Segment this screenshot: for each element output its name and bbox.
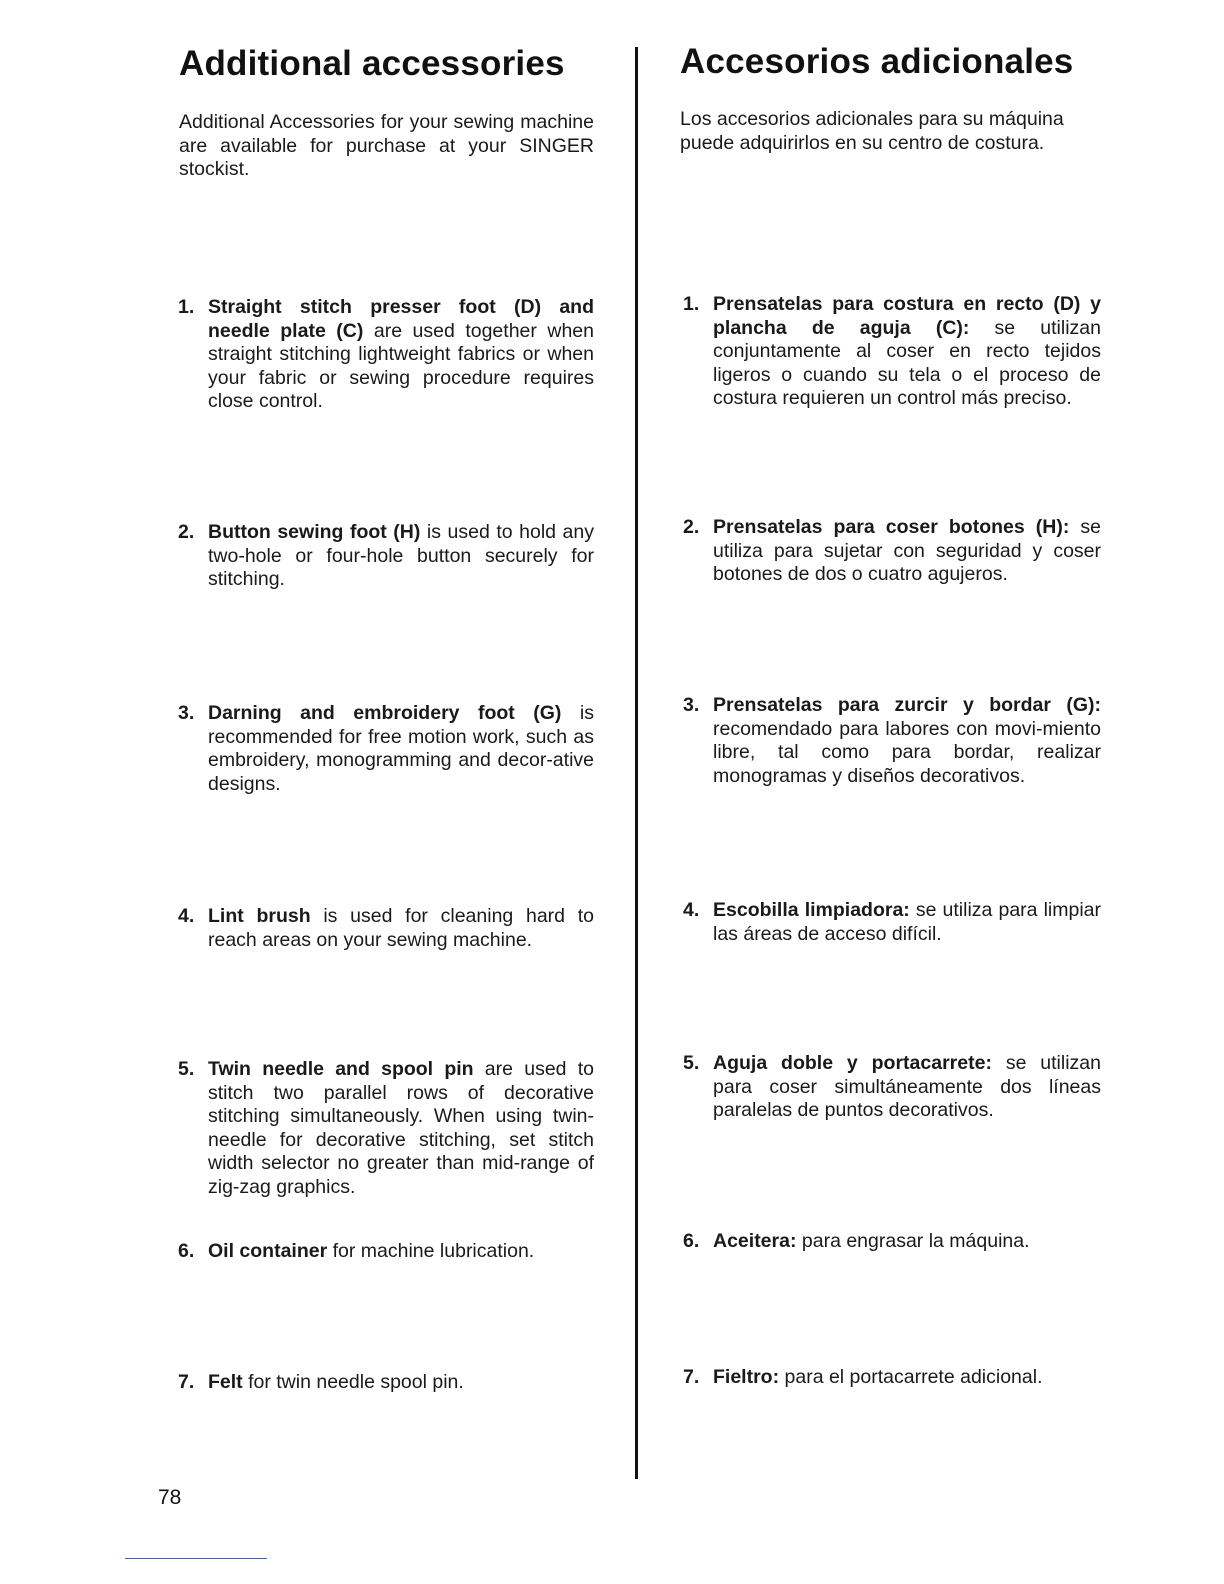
item-number: 2. bbox=[178, 521, 195, 543]
item-number: 1. bbox=[178, 296, 195, 318]
item-description: for machine lubrication. bbox=[327, 1240, 535, 1262]
item-term: Button sewing foot (H) bbox=[208, 521, 421, 543]
item-term: Prensatelas para zurcir y bordar (G): bbox=[713, 694, 1101, 716]
item-number: 7. bbox=[683, 1366, 700, 1388]
item-number: 2. bbox=[683, 516, 700, 538]
item-term: Felt bbox=[208, 1371, 243, 1393]
item-description: recomendado para labores con movi-miento libre, tal como para bordar, realizar monogramas y diseños decorativos. bbox=[713, 717, 1101, 787]
column-divider bbox=[635, 47, 638, 1479]
item-description: se utilizan para coser simultáneamente dos líneas paralelas de puntos decorativos. bbox=[713, 1052, 1101, 1121]
accessory-item-english bbox=[178, 905, 594, 952]
accessory-item-spanish bbox=[683, 516, 1101, 587]
accessory-item-spanish bbox=[683, 694, 1101, 788]
accessory-item-english bbox=[178, 1240, 594, 1264]
item-description: se utiliza para sujetar con seguridad y coser botones de dos o cuatro agujeros. bbox=[713, 516, 1101, 585]
item-term: Prensatelas para costura en recto (D) y plancha de aguja (C): bbox=[713, 293, 1101, 339]
item-description: para engrasar la máquina. bbox=[796, 1230, 1030, 1252]
item-description: is used to hold any two-hole or four-hole button securely for stitching. bbox=[208, 521, 594, 590]
item-description: are used together when straight stitching lightweight fabrics or when your fabric or sewing procedure requires close control. bbox=[208, 319, 594, 412]
accessory-item-spanish bbox=[683, 1366, 1101, 1390]
item-description: se utiliza para limpiar las áreas de acceso difícil. bbox=[713, 899, 1101, 945]
accessory-item-spanish bbox=[683, 1052, 1101, 1123]
item-term: Straight stitch presser foot (D) and needle plate (C) bbox=[208, 296, 594, 342]
item-term: Lint brush bbox=[208, 905, 311, 927]
item-number: 6. bbox=[178, 1240, 195, 1262]
intro-paragraph-spanish: Los accesorios adicionales para su máquina puede adquirirlos en su centro de costura. bbox=[680, 108, 1064, 154]
item-term: Twin needle and spool pin bbox=[208, 1058, 474, 1080]
item-term: Escobilla limpiadora: bbox=[713, 899, 910, 921]
item-term: Fieltro: bbox=[713, 1366, 780, 1388]
item-description: is recommended for free motion work, such as embroidery, monogramming and decor-ative designs. bbox=[208, 702, 594, 795]
item-term: Oil container bbox=[208, 1240, 328, 1262]
item-number: 5. bbox=[178, 1058, 195, 1080]
accessory-item-english bbox=[178, 1058, 594, 1199]
item-description: for twin needle spool pin. bbox=[242, 1371, 464, 1393]
page-title-spanish: Accesorios adicionales bbox=[680, 42, 1074, 81]
item-number: 3. bbox=[683, 694, 700, 716]
page-number: 78 bbox=[158, 1486, 182, 1509]
accessory-item-english bbox=[178, 521, 594, 592]
accessory-item-english bbox=[178, 1371, 594, 1395]
page-title-english: Additional accessories bbox=[179, 44, 565, 83]
accessory-item-english bbox=[178, 296, 594, 414]
item-number: 4. bbox=[178, 905, 195, 927]
item-term: Prensatelas para coser botones (H): bbox=[713, 516, 1070, 538]
item-number: 1. bbox=[683, 293, 700, 315]
item-description: para el portacarrete adicional. bbox=[779, 1366, 1043, 1388]
intro-paragraph-english: Additional Accessories for your sewing machine are available for purchase at your SINGER stockist. bbox=[179, 111, 594, 180]
item-term: Darning and embroidery foot (G) bbox=[208, 702, 562, 724]
item-term: Aceitera: bbox=[713, 1230, 797, 1252]
accessory-item-spanish bbox=[683, 899, 1101, 946]
accessory-item-spanish bbox=[683, 1230, 1101, 1254]
footer-rule bbox=[125, 1558, 267, 1559]
item-number: 3. bbox=[178, 702, 195, 724]
item-term: Aguja doble y portacarrete: bbox=[713, 1052, 992, 1074]
accessory-item-spanish bbox=[683, 293, 1101, 411]
item-description: is used for cleaning hard to reach areas on your sewing machine. bbox=[208, 905, 594, 951]
item-number: 5. bbox=[683, 1052, 700, 1074]
item-number: 4. bbox=[683, 899, 700, 921]
item-description: are used to stitch two parallel rows of decorative stitching simultaneously. When using twin-needle for decorative stitching, set stitch width selector no greater than mid-range of zig-zag graphics. bbox=[208, 1058, 595, 1198]
item-number: 6. bbox=[683, 1230, 700, 1252]
item-description: se utilizan conjuntamente al coser en recto tejidos ligeros o cuando su tela o el proceso de costura requieren un control más preciso. bbox=[713, 316, 1101, 409]
accessory-item-english bbox=[178, 702, 594, 796]
item-number: 7. bbox=[178, 1371, 195, 1393]
